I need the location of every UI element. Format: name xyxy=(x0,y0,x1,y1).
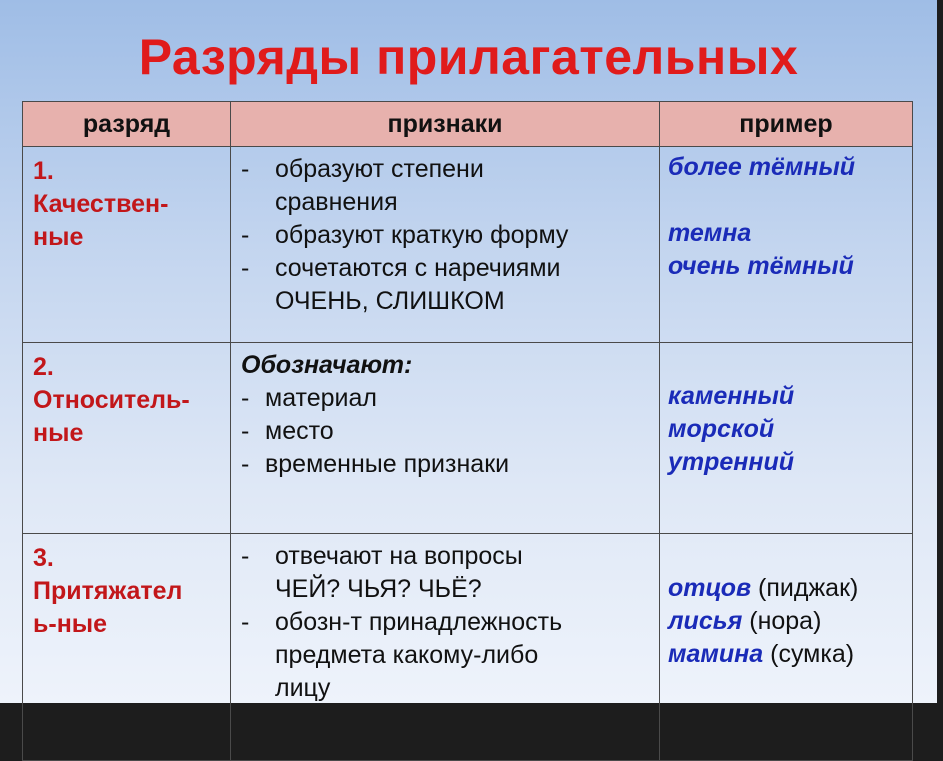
category-name-line: ные xyxy=(33,419,84,447)
feature-line: - обозн-т принадлежность xyxy=(241,608,563,636)
table-row xyxy=(23,147,913,343)
category-number: 1. xyxy=(33,157,54,185)
example-spacer xyxy=(668,184,906,217)
example-line: морской xyxy=(668,415,775,443)
feature-line: - место xyxy=(241,417,334,445)
feature-line: - отвечают на вопросы xyxy=(241,542,523,570)
category-name-line: ные xyxy=(33,223,84,251)
features-cell xyxy=(231,343,660,534)
example-line: более тёмный xyxy=(668,153,856,181)
features-cell xyxy=(231,534,660,761)
table-row xyxy=(23,534,913,761)
feature-line: - образуют краткую форму xyxy=(241,221,569,249)
category-name-line: Качествен- xyxy=(33,190,169,218)
category-cell xyxy=(23,147,231,343)
feature-line: ЧЕЙ? ЧЬЯ? ЧЬЁ? xyxy=(275,575,482,603)
table-row xyxy=(23,343,913,534)
category-cell xyxy=(23,343,231,534)
feature-line: ОЧЕНЬ, СЛИШКОМ xyxy=(275,287,505,315)
category-cell xyxy=(23,534,231,761)
feature-line: - материал xyxy=(241,384,377,412)
features-cell xyxy=(231,147,660,343)
example-line: каменный xyxy=(668,382,795,410)
feature-line: - образуют степени xyxy=(241,155,484,183)
adjective-categories-table xyxy=(22,101,913,761)
feature-line: предмета какому-либо xyxy=(275,641,539,669)
example-line: темна xyxy=(668,219,752,247)
header-example: пример xyxy=(660,102,913,147)
example-line: отцов (пиджак) xyxy=(668,574,859,602)
features-heading: Обозначают: xyxy=(241,351,413,379)
slide-title: Разряды прилагательных xyxy=(138,29,799,85)
feature-line: сравнения xyxy=(275,188,398,216)
header-features: признаки xyxy=(231,102,660,147)
example-cell xyxy=(660,534,913,761)
example-line: очень тёмный xyxy=(668,252,854,280)
feature-line: - сочетаются с наречиями xyxy=(241,254,561,282)
category-name-line: Притяжател xyxy=(33,577,183,605)
example-line: утренний xyxy=(668,448,795,476)
feature-line: - временные признаки xyxy=(241,450,510,478)
feature-line: лицу xyxy=(275,674,331,702)
category-number: 3. xyxy=(33,544,54,572)
example-cell xyxy=(660,343,913,534)
category-number: 2. xyxy=(33,353,54,381)
header-row xyxy=(23,102,913,147)
category-name-line: ь-ные xyxy=(33,610,108,638)
example-line: мамина (сумка) xyxy=(668,640,855,668)
example-cell xyxy=(660,147,913,343)
category-name-line: Относитель- xyxy=(33,386,190,414)
example-line: лисья (нора) xyxy=(668,607,822,635)
header-category: разряд xyxy=(23,102,231,147)
